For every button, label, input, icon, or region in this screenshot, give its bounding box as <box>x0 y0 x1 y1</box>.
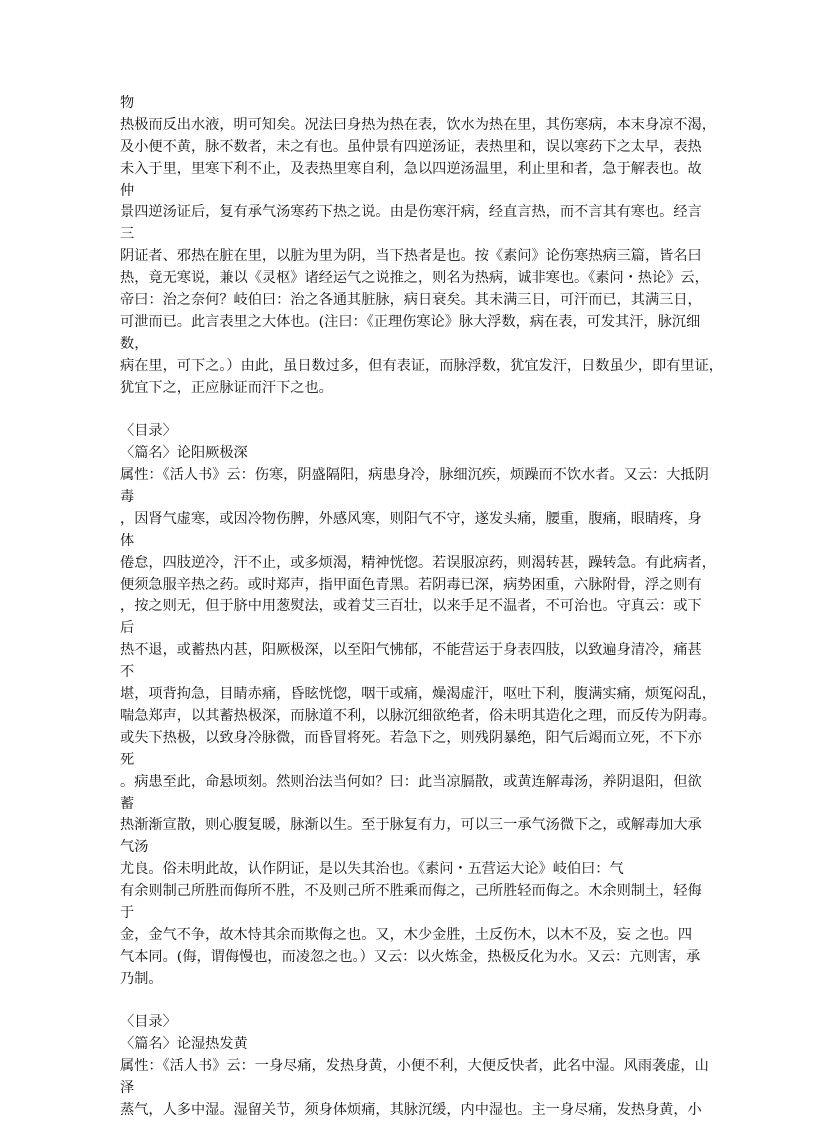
document-page <box>120 93 723 1122</box>
section-yang-jue <box>120 421 716 990</box>
text-line: 热，竟无寒说，兼以《灵枢》诸经运气之说推之，则名为热病，诚非寒也。《素问・热论》云， <box>120 270 709 287</box>
text-line: 可泄而已。此言表里之大体也。(注曰：《正理伤寒论》脉大浮数，病在表，可发其汗，脉沉细 <box>120 313 701 330</box>
text-line: 气汤 <box>120 839 149 856</box>
text-line: 犹宜下之，正应脉证而汗下之也。 <box>120 379 333 396</box>
text-line: 有余则制己所胜而侮所不胜，不及则己所不胜乘而侮之，己所胜轻而侮之。木余则制土，轻侮 <box>120 883 702 900</box>
text-line: 乃制。 <box>120 970 163 987</box>
text-line: 热不退，或蓄热内甚，阳厥极深，以至阳气怫郁，不能营运于身表四肢，以致遍身清冷，痛甚 <box>120 642 702 659</box>
text-line: 景四逆汤证后，复有承气汤寒药下热之说。由是伤寒汗病，经直言热，而不言其有寒也。经言 <box>120 204 702 221</box>
text-line: 物 <box>120 95 135 111</box>
text-line: 。病患至此，命悬顷刻。然则治法当何如？曰：此当凉膈散，或黄连解毒汤，养阴退阳，但欲 <box>120 773 702 790</box>
text-line: 病在里，可下之。）由此，虽日数过多，但有表证，而脉浮数，犹宜发汗，日数虽少，即有里证， <box>120 357 723 374</box>
toc-marker: 〈目录〉 <box>120 423 177 440</box>
text-line: 于 <box>120 904 135 921</box>
section-damp-heat <box>120 1012 709 1121</box>
text-line: 后 <box>120 620 135 637</box>
text-line: 金，金气不争，故木恃其余而欺侮之也。又，木少金胜，土反伤木，以木不及，妄 之也。四 <box>120 926 693 943</box>
text-line: 仲 <box>120 182 135 199</box>
text-line: ，因肾气虚寒，或因冷物伤脾，外感风寒，则阳气不守，遂发头痛，腰重，腹痛，眼睛疼，身 <box>120 510 702 527</box>
text-line: 未入于里，里寒下利不止，及表热里寒自利，急以四逆汤温里，利止里和者，急于解表也。故 <box>120 160 702 177</box>
text-line: 或失下热极，以致身冷脉微，而昏冒将死。若急下之，则残阴暴绝，阳气后竭而立死，不下亦 <box>120 729 702 746</box>
paragraph-gap <box>120 399 700 421</box>
text-line: 属性：《活人书》云：伤寒，阴盛隔阳，病患身冷，脉细沉疾，烦躁而不饮水者。又云：大抵阴 <box>120 467 709 484</box>
text-line: 蓄 <box>120 795 135 812</box>
text-line: 便须急服辛热之药。或时郑声，指甲面色青黑。若阴毒已深，病势困重，六脉附骨，浮之则有 <box>120 576 702 593</box>
text-line: 帝曰：治之奈何？岐伯曰：治之各通其脏脉，病日衰矣。其未满三日，可汗而已，其满三日， <box>120 292 702 309</box>
text-line: 死 <box>120 751 135 768</box>
text-line: 堪，项背拘急，目睛赤痛，昏眩恍惚，咽干或痛，燥渴虚汗，呕吐下利，腹满实痛，烦冤闷乱， <box>120 686 716 703</box>
text-line: 属性：《活人书》云：一身尽痛，发热身黄，小便不利，大便反快者，此名中湿。风雨袭虚，山 <box>120 1058 709 1075</box>
text-line: 热极而反出水液，明可知矣。况法曰身热为热在表，饮水为热在里，其伤寒病，本末身凉不渴， <box>120 116 716 133</box>
text-line: ，按之则无，但于脐中用葱熨法，或着艾三百壮，以来手足不温者，不可治也。守真云：或下 <box>120 598 702 615</box>
paragraph-1 <box>120 93 723 399</box>
text-line: 及小便不黄，脉不数者，未之有也。虽仲景有四逆汤证，表热里和，误以寒药下之太早，表热 <box>120 138 702 155</box>
text-line: 三 <box>120 226 135 243</box>
paragraph-gap <box>120 991 700 1013</box>
text-line: 蒸气，人多中湿。湿留关节，须身体烦痛，其脉沉缓，内中湿也。主一身尽痛，发热身黄，小 <box>120 1101 702 1118</box>
text-line: 不 <box>120 664 135 681</box>
text-line: 热渐渐宣散，则心腹复暖，脉渐以生。至于脉复有力，可以三一承气汤微下之，或解毒加大承 <box>120 817 702 834</box>
section-title: 〈篇名〉论湿热发黄 <box>120 1036 248 1053</box>
text-line: 数， <box>120 335 149 352</box>
text-line: 体 <box>120 532 135 549</box>
text-line: 倦怠，四肢逆冷，汗不止，或多烦渴，精神恍惚。若误服凉药，则渴转甚，躁转急。有此病者， <box>120 554 716 571</box>
toc-marker: 〈目录〉 <box>120 1014 177 1031</box>
text-line: 毒 <box>120 489 135 506</box>
text-line: 泽 <box>120 1080 135 1097</box>
text-line: 尤良。俗未明此故，认作阴证，是以失其治也。《素问・五营运大论》岐伯曰：气 <box>120 861 624 878</box>
text-line: 喘急郑声，以其蓄热极深，而脉道不利，以脉沉细欲绝者，俗未明其造化之理，而反传为阴毒。 <box>120 707 716 724</box>
section-title: 〈篇名〉论阳厥极深 <box>120 445 248 462</box>
text-line: 阴证者、邪热在脏在里，以脏为里为阴，当下热者是也。按《素问》论伤寒热病三篇，皆名曰 <box>120 248 702 265</box>
text-line: 气本同。(侮，谓侮慢也，而凌忽之也。）又云：以火炼金，热极反化为水。又云：亢则害，承 <box>120 948 701 965</box>
